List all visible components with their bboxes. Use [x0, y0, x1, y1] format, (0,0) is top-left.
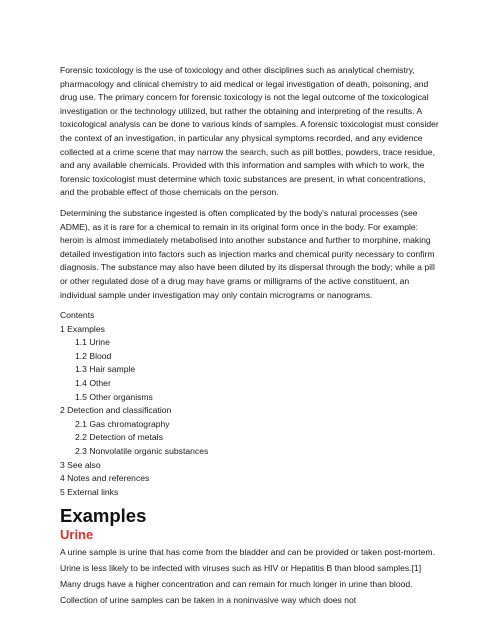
- urine-paragraph: A urine sample is urine that has come from the bladder and can be provided or taken post-mortem. Urine is less likely to be infected with viruses such as HIV or Hepatitis B than blood samples.[1] Many drugs have a higher concentration and can remain for much longer in urine than blood. Collection of urine samples can be taken in a noninvasive way which does not: [60, 547, 435, 606]
- toc-item-external-links[interactable]: 5 External links: [60, 486, 119, 497]
- intro-paragraph: Forensic toxicology is the use of toxicology and other disciplines such as analytical chemistry, pharmacology and clinical chemistry to aid medical or legal investigation of death, poisoning, and drug use. The primary concern for forensic toxicology is not the legal outcome of the toxicological investigation or the technology utilized, but rather the obtaining and interpreting of the results. A toxicological analysis can be done to various kinds of samples. A forensic toxicologist must consider the context of an investigation, in particular any physical symptoms recorded, and any evidence collected at a crime scene that may narrow the search, such as pill bottles, powders, trace residue, and any available chemicals. Provided with this information and samples with which to work, the forensic toxicologist must determine which toxic substances are present, in what concentrations, and the probable effect of those chemicals on the person.: [60, 65, 439, 198]
- toc-item-urine[interactable]: 1.1 Urine: [75, 337, 110, 348]
- toc-item-other[interactable]: 1.4 Other: [75, 378, 111, 389]
- toc-item-hair-sample[interactable]: 1.3 Hair sample: [75, 364, 136, 375]
- subsection-heading: Urine: [60, 527, 94, 543]
- toc-item-nonvolatile-organics[interactable]: 2.3 Nonvolatile organic substances: [75, 446, 209, 457]
- toc-title: Contents: [60, 310, 95, 321]
- section-heading: Examples: [60, 505, 147, 527]
- document-content: [60, 64, 440, 608]
- toc-item-other-organisms[interactable]: 1.5 Other organisms: [75, 391, 153, 402]
- toc-item-detection-classification[interactable]: 2 Detection and classification: [60, 405, 172, 416]
- toc-item-blood[interactable]: 1.2 Blood: [75, 350, 112, 361]
- table-of-contents: [60, 309, 440, 499]
- adme-paragraph: Determining the substance ingested is often complicated by the body's natural processes (see ADME), as it is rare for a chemical to remain in its original form once in the body. For example: heroin is almost immediately metabolised into another substance and further to morphine, making detailed investigation into factors such as injection marks and chemical purity necessary to confirm diagnosis. The substance may also have been diluted by its dispersal through the body; while a pill or other regulated dose of a drug may have grams or milligrams of the active constituent, an individual sample under investigation may only contain micrograms or nanograms.: [60, 207, 435, 300]
- toc-item-see-also[interactable]: 3 See also: [60, 459, 101, 470]
- toc-item-detection-of-metals[interactable]: 2.2 Detection of metals: [75, 432, 163, 443]
- toc-item-examples[interactable]: 1 Examples: [60, 323, 105, 334]
- toc-item-gas-chromatography[interactable]: 2.1 Gas chromatography: [75, 418, 170, 429]
- toc-item-notes-references[interactable]: 4 Notes and references: [60, 473, 150, 484]
